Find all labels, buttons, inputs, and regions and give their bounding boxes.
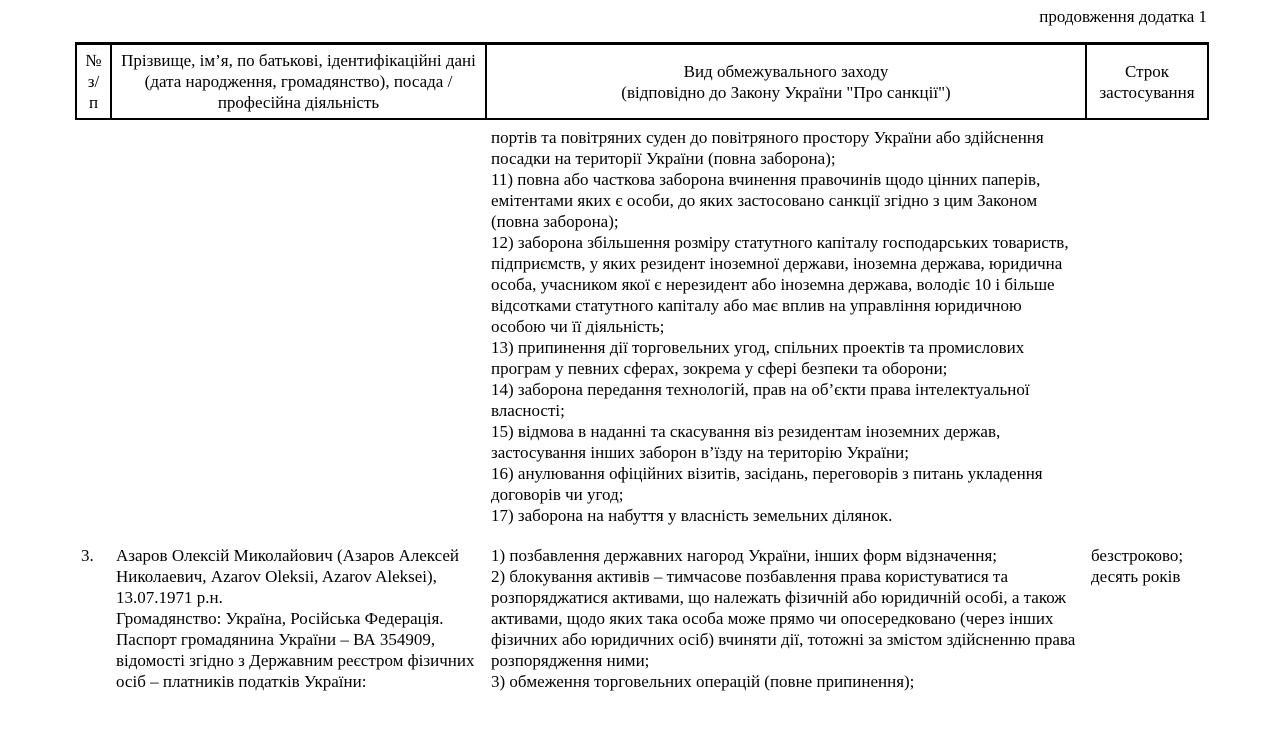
measure-list: 1) позбавлення державних нагород України, інших форм відзначення; 2) блокування активів – тимчасове позбавлення права користуватися та розпоряджатися активами, що належать фізичній або юридичній особі, а також активами, щодо яких така особа може прямо чи опосередковано (через інших фізичних або юридичних осіб) вчиняти дії, тотожні за змістом здійсненню права розпорядження ними; 3) обмеження торговельних операцій (повне припинення); bbox=[491, 546, 1076, 691]
person-details: Азаров Олексій Миколайович (Азаров Алексей Николаевич, Azarov Oleksii, Azarov Aleksei), 13.07.1971 р.н. Громадянство: Україна, Російська Федерація. Паспорт громадянина України – ВА 354909, відомості згідно з Державним реєстром фізичних осіб – платників податків України: bbox=[116, 546, 475, 691]
person-row-3 bbox=[76, 535, 1208, 694]
table-header-row bbox=[76, 44, 1208, 120]
column-header-term: Строк застосування bbox=[1086, 44, 1208, 120]
term-of-application: безстроково; десять років bbox=[1091, 546, 1184, 586]
sanctions-table bbox=[75, 42, 1209, 694]
continuation-row bbox=[76, 119, 1208, 535]
empty-term-cell bbox=[1086, 119, 1208, 535]
empty-number-cell bbox=[76, 119, 111, 535]
empty-person-cell bbox=[111, 119, 486, 535]
row-number: 3. bbox=[81, 546, 94, 565]
column-header-measure: Вид обмежувального заходу (відповідно до Закону України "Про санкції") bbox=[486, 44, 1086, 120]
continuation-note: продовження додатка 1 bbox=[1039, 7, 1207, 26]
column-header-person: Прізвище, ім’я, по батькові, ідентифікаційні дані (дата народження, громадянство), посада / професійна діяльність bbox=[111, 44, 486, 120]
measure-continuation-text: портів та повітряних суден до повітряного простору України або здійснення посадки на території України (повна заборона); 11) повна або часткова заборона вчинення правочинів щодо цінних паперів, емітентами яких є особи, до яких застосовано санкції згідно з цим Законом (повна заборона); 12) заборона збільшення розміру статутного капіталу господарських товариств, підприємств, у яких резидент іноземної держави, іноземна держава, юридична особа, учасником якої є нерезидент або іноземна держава, володіє 10 і більше відсотками статутного капіталу або має вплив на управління юридичною особою чи її діяльність; 13) припинення дії торговельних угод, спільних проектів та промислових програм у певних сферах, зокрема у сфері безпеки та оборони; 14) заборона передання технологій, прав на об’єкти права інтелектуальної власності; 15) відмова в наданні та скасування віз резидентам іноземних держав, застосування інших заборон в’їзду на територію України; 16) анулювання офіційних візитів, засідань, переговорів з питань укладення договорів чи угод; 17) заборона на набуття у власність земельних ділянок. bbox=[491, 128, 1069, 525]
column-header-number: № з/п bbox=[76, 44, 111, 120]
